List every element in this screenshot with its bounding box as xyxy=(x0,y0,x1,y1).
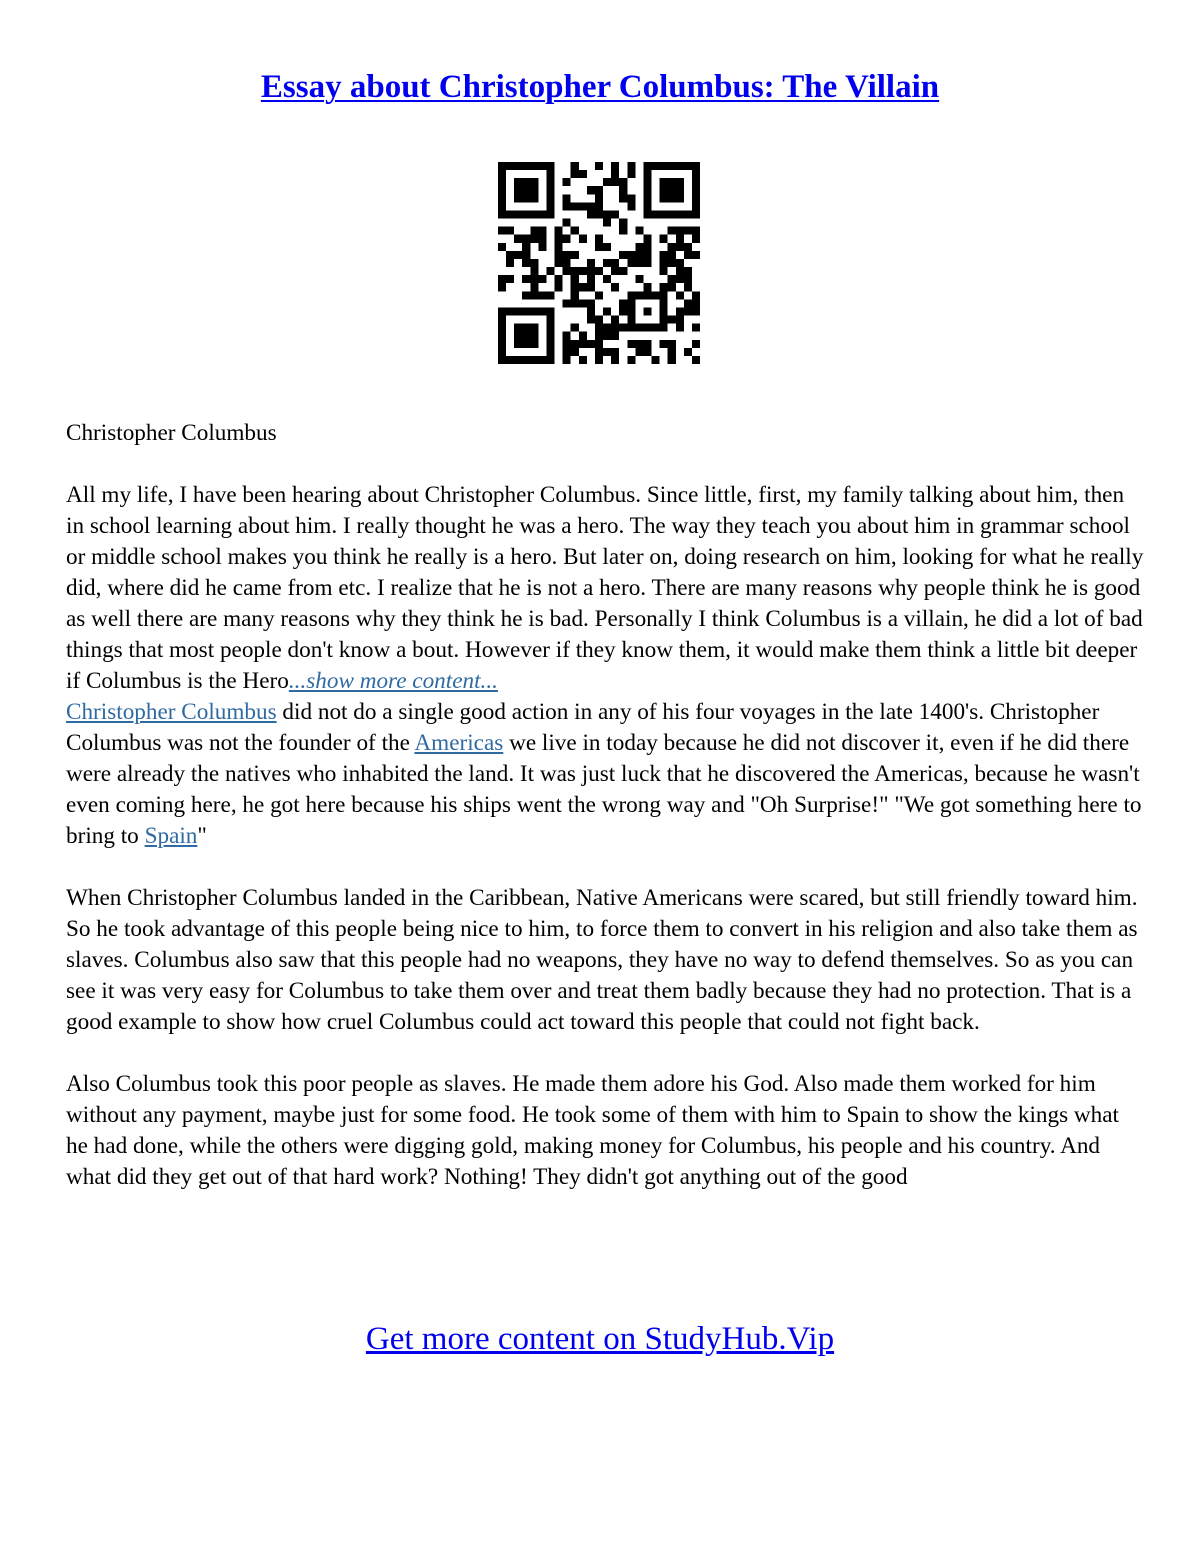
spain-link[interactable]: Spain xyxy=(144,823,198,849)
document-title xyxy=(0,66,1200,108)
paragraph-2-text-c: " xyxy=(197,823,207,849)
show-more-link[interactable]: ...show more content... xyxy=(288,668,498,694)
christopher-columbus-link[interactable]: Christopher Columbus xyxy=(66,699,277,725)
title-link[interactable]: Essay about Christopher Columbus: The Villain xyxy=(260,69,940,105)
paragraph-4: Also Columbus took this poor people as slaves. He made them adore his God. Also made them worked for him without any payment, maybe just for some food. He took some of them with him to Spain to show the kings what he had done, while the others were digging gold, making money for Columbus, his people and his country. And what did they get out of that hard work? Nothing! They didn't got anything out of the good xyxy=(66,1071,1119,1190)
paragraph-2 xyxy=(66,697,1146,852)
footer xyxy=(0,1318,1200,1360)
americas-link[interactable]: Americas xyxy=(414,730,504,756)
essay-heading: Christopher Columbus xyxy=(66,420,277,446)
paragraph-1 xyxy=(66,480,1146,697)
paragraph-1-text: All my life, I have been hearing about Christopher Columbus. Since little, first, my family talking about him, then in school learning about him. I really thought he was a hero. The way they teach you about him in grammar school or middle school makes you think he really is a hero. But later on, doing research on him, looking for what he really did, where did he came from etc. I realize that he is not a hero. There are many reasons why people think he is good as well there are many reasons why they think he is bad. Personally I think Columbus is a villain, he did a lot of bad things that most people don't know a bout. However if they know them, it would make them think a little bit deeper if Columbus is the Hero xyxy=(66,482,1144,694)
qr-code-icon xyxy=(498,162,700,364)
paragraph-2-text-a: did not do a single good action in any of his four voyages in the late 1400's. Christopher Columbus was not the founder of the xyxy=(66,699,1100,756)
paragraph-2-text-b: we live in today because he did not discover it, even if he did there were already the natives who inhabited the land. It was just luck that he discovered the Americas, because he wasn't even coming here, he got here because his ships went the wrong way and "Oh Surprise!" "We got something here to bring to xyxy=(66,730,1142,849)
qr-code xyxy=(498,162,700,364)
essay-body xyxy=(66,418,1146,1193)
studyhub-link[interactable]: Get more content on StudyHub.Vip xyxy=(365,1321,835,1357)
paragraph-3: When Christopher Columbus landed in the Caribbean, Native Americans were scared, but still friendly toward him. So he took advantage of this people being nice to him, to force them to convert in his religion and also take them as slaves. Columbus also saw that this people had no weapons, they have no way to defend themselves. So as you can see it was very easy for Columbus to take them over and treat them badly because they had no protection. That is a good example to show how cruel Columbus could act toward this people that could not fight back. xyxy=(66,885,1138,1035)
